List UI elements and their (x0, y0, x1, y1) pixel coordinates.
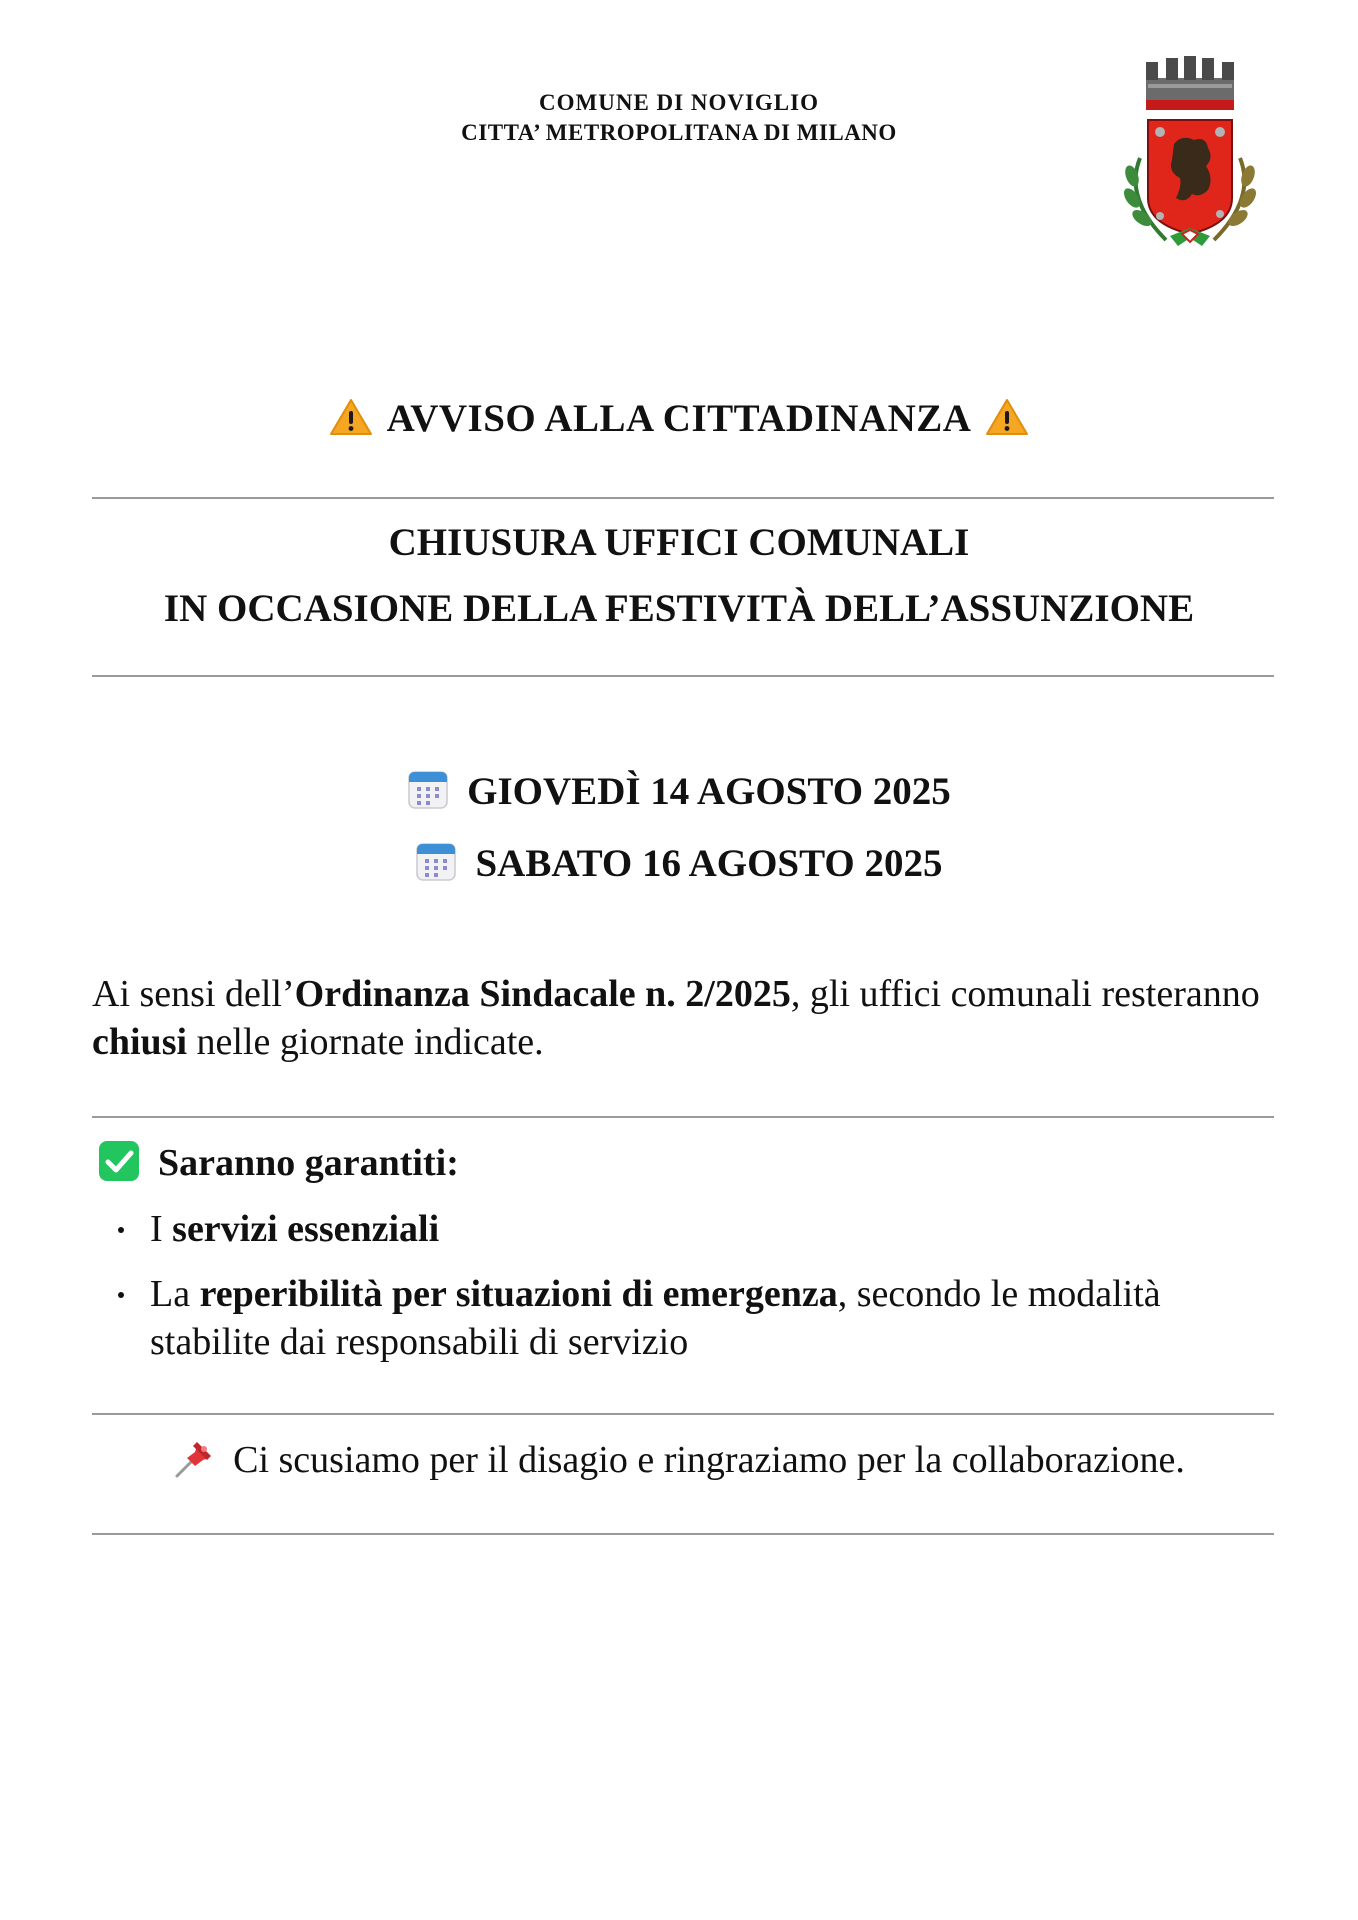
item-emphasis: servizi essenziali (172, 1208, 440, 1250)
warning-icon (329, 397, 373, 437)
guaranteed-heading (98, 1140, 459, 1185)
item-text: La (150, 1273, 200, 1315)
notice-title-text: AVVISO ALLA CITTADINANZA (386, 397, 972, 440)
item-text: I (150, 1208, 173, 1250)
divider (92, 1413, 1274, 1415)
bullet-dot (118, 1227, 124, 1233)
closure-date-label: GIOVEDÌ 14 AGOSTO 2025 (467, 770, 951, 813)
closed-emphasis: chiusi (92, 1021, 188, 1063)
notice-title (0, 396, 1358, 441)
bullet-dot (118, 1292, 124, 1298)
closure-date (0, 768, 1358, 814)
pushpin-icon (173, 1436, 217, 1480)
calendar-icon (415, 840, 457, 882)
divider (92, 1116, 1274, 1118)
body-text: nelle giornate indicate. (187, 1021, 544, 1063)
item-emphasis: reperibilità per situazioni di emergenza (199, 1273, 838, 1315)
divider (92, 497, 1274, 499)
warning-icon (985, 397, 1029, 437)
subtitle-line-2: IN OCCASIONE DELLA FESTIVITÀ DELL’ASSUNZIONE (163, 587, 1195, 630)
check-icon (98, 1140, 140, 1182)
metropolitan-city: CITTA’ METROPOLITANA DI MILANO (461, 120, 897, 145)
municipality-name: COMUNE DI NOVIGLIO (539, 90, 819, 115)
closing-message (0, 1436, 1358, 1482)
ordinance-reference: Ordinanza Sindacale n. 2/2025 (294, 973, 791, 1015)
closing-text: Ci scusiamo per il disagio e ringraziamo per la collaborazione. (233, 1439, 1185, 1481)
guaranteed-heading-text: Saranno garantiti: (158, 1142, 459, 1184)
body-text: Ai sensi dell’ (92, 973, 295, 1015)
divider (92, 1533, 1274, 1535)
closure-date (0, 840, 1358, 886)
coat-of-arms-icon (1110, 48, 1270, 248)
ordinance-paragraph (92, 970, 1274, 1066)
calendar-icon (407, 768, 449, 810)
notice-subtitle (0, 510, 1358, 642)
item-text: , secondo le modalità stabilite dai responsabili di servizio (150, 1273, 1161, 1363)
body-text: , gli uffici comunali resteranno (790, 973, 1260, 1015)
closure-date-label: SABATO 16 AGOSTO 2025 (475, 842, 943, 885)
divider (92, 675, 1274, 677)
subtitle-line-1: CHIUSURA UFFICI COMUNALI (388, 521, 970, 564)
